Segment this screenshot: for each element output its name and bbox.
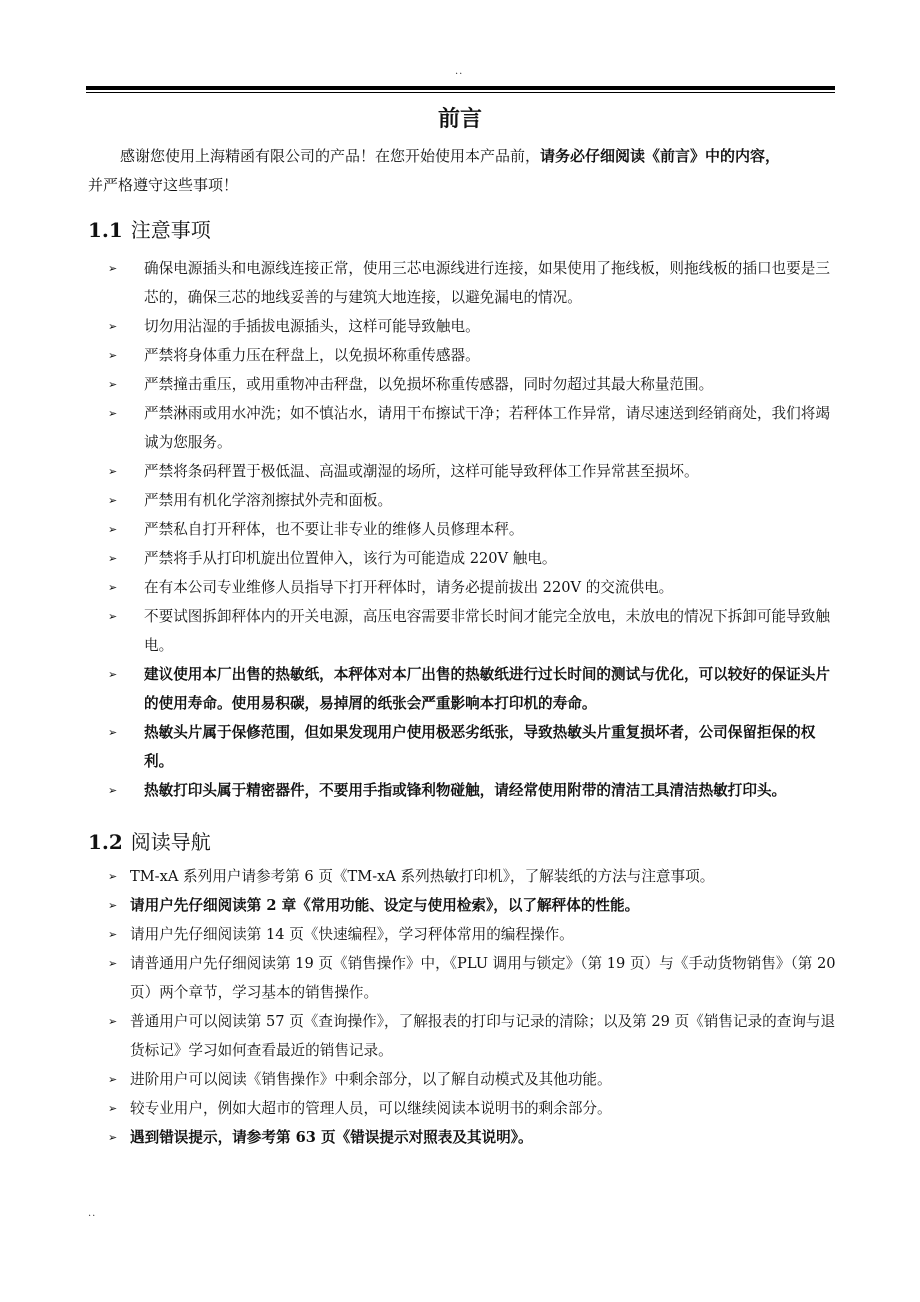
- list-item: [108, 1094, 836, 1123]
- list-item: [108, 399, 836, 457]
- bullet-arrow-icon: ➢: [108, 320, 118, 333]
- list-item-text: 请用户先仔细阅读第 2 章《常用功能、设定与使用检索》，以了解秤体的性能。: [130, 897, 640, 914]
- intro-text-1: 感谢您使用上海精函有限公司的产品！在您开始使用本产品前，: [120, 147, 541, 165]
- list-item: [108, 776, 836, 805]
- list-item-text: TM-xA 系列用户请参考第 6 页《TM-xA 系列热敏打印机》，了解装纸的方法与注意事项。: [130, 868, 715, 885]
- intro-text-bold: 请务必仔细阅读《前言》中的内容，: [540, 147, 781, 165]
- list-item-text: 进阶用户可以阅读《销售操作》中剩余部分，以了解自动模式及其他功能。: [130, 1071, 612, 1088]
- intro-paragraph: [88, 142, 833, 200]
- section-1-heading: [88, 214, 211, 243]
- list-item-text: 不要试图拆卸秤体内的开关电源，高压电容需要非常长时间才能完全放电，未放电的情况下拆卸可能导致触电。: [144, 608, 830, 654]
- list-item-text: 建议使用本厂出售的热敏纸，本秤体对本厂出售的热敏纸进行过长时间的测试与优化，可以较好的保证头片的使用寿命。使用易积碳，易掉屑的纸张会严重影响本打印机的寿命。: [144, 666, 830, 712]
- list-item: [108, 602, 836, 660]
- list-item: [108, 312, 836, 341]
- list-item: [108, 341, 836, 370]
- intro-text-3: 并严格遵守这些事项！: [88, 176, 239, 194]
- bullet-arrow-icon: ➢: [108, 957, 118, 970]
- list-item: [108, 370, 836, 399]
- list-item-text: 确保电源插头和电源线连接正常，使用三芯电源线进行连接，如果使用了拖线板，则拖线板的插口也要是三芯的，确保三芯的地线妥善的与建筑大地连接，以避免漏电的情况。: [144, 260, 830, 306]
- bullet-arrow-icon: ➢: [108, 494, 118, 507]
- list-item-text: 热敏打印头属于精密器件，不要用手指或锋利物碰触，请经常使用附带的清洁工具清洁热敏打印头。: [144, 782, 787, 799]
- bullet-arrow-icon: ➢: [108, 870, 118, 883]
- section-2-title: 阅读导航: [130, 830, 211, 854]
- list-item-text: 严禁将身体重力压在秤盘上，以免损坏称重传感器。: [144, 347, 480, 364]
- bullet-arrow-icon: ➢: [108, 349, 118, 362]
- list-item: [108, 920, 836, 949]
- list-item: [108, 254, 836, 312]
- list-item: [108, 544, 836, 573]
- list-item-text: 普通用户可以阅读第 57 页《查询操作》，了解报表的打印与记录的清除；以及第 29 页《销售记录的查询与退货标记》学习如何查看最近的销售记录。: [130, 1013, 836, 1059]
- bullet-arrow-icon: ➢: [108, 610, 118, 623]
- bullet-arrow-icon: ➢: [108, 668, 118, 681]
- header-rule-thick: [86, 86, 835, 90]
- bullet-arrow-icon: ➢: [108, 1102, 118, 1115]
- list-item: [108, 862, 836, 891]
- list-item: [108, 457, 836, 486]
- list-item-text: 请普通用户先仔细阅读第 19 页《销售操作》中，《PLU 调用与锁定》（第 19 页）与《手动货物销售》（第 20 页）两个章节，学习基本的销售操作。: [130, 955, 836, 1001]
- section-1-number: 1.1: [88, 218, 123, 242]
- header-rule-thin: [86, 92, 835, 93]
- section-2-heading: [88, 826, 211, 855]
- bullet-arrow-icon: ➢: [108, 1015, 118, 1028]
- list-item-text: 严禁撞击重压，或用重物冲击秤盘，以免损坏称重传感器，同时勿超过其最大称量范围。: [144, 376, 714, 393]
- bullet-arrow-icon: ➢: [108, 465, 118, 478]
- list-item-text: 遇到错误提示，请参考第 63 页《错误提示对照表及其说明》。: [130, 1129, 533, 1146]
- bullet-arrow-icon: ➢: [108, 726, 118, 739]
- header-dots: ..: [455, 66, 464, 77]
- bullet-arrow-icon: ➢: [108, 581, 118, 594]
- list-item: [108, 515, 836, 544]
- list-item-text: 热敏头片属于保修范围，但如果发现用户使用极恶劣纸张，导致热敏头片重复损坏者，公司保留拒保的权利。: [144, 724, 816, 770]
- section-2-number: 1.2: [88, 830, 123, 854]
- list-item-text: 在有本公司专业维修人员指导下打开秤体时，请务必提前拔出 220V 的交流供电。: [144, 579, 674, 596]
- list-item: [108, 573, 836, 602]
- bullet-arrow-icon: ➢: [108, 784, 118, 797]
- list-item: [108, 1065, 836, 1094]
- list-item-text: 较专业用户，例如大超市的管理人员，可以继续阅读本说明书的剩余部分。: [130, 1100, 612, 1117]
- section-1-title: 注意事项: [130, 218, 211, 242]
- list-item-text: 严禁淋雨或用水冲洗；如不慎沾水，请用干布擦试干净；若秤体工作异常，请尽速送到经销商处，我们将竭诚为您服务。: [144, 405, 830, 451]
- bullet-arrow-icon: ➢: [108, 552, 118, 565]
- section-2-list: [108, 862, 836, 1152]
- list-item-text: 严禁将条码秤置于极低温、高温或潮湿的场所，这样可能导致秤体工作异常甚至损坏。: [144, 463, 699, 480]
- bullet-arrow-icon: ➢: [108, 523, 118, 536]
- list-item: [108, 1007, 836, 1065]
- list-item: [108, 949, 836, 1007]
- list-item: [108, 660, 836, 718]
- section-1-list: [108, 254, 836, 805]
- list-item: [108, 1123, 836, 1152]
- bullet-arrow-icon: ➢: [108, 928, 118, 941]
- list-item-text: 严禁私自打开秤体，也不要让非专业的维修人员修理本秤。: [144, 521, 524, 538]
- bullet-arrow-icon: ➢: [108, 899, 118, 912]
- list-item: [108, 486, 836, 515]
- list-item: [108, 718, 836, 776]
- bullet-arrow-icon: ➢: [108, 1073, 118, 1086]
- list-item-text: 请用户先仔细阅读第 14 页《快速编程》，学习秤体常用的编程操作。: [130, 926, 574, 943]
- list-item-text: 切勿用沾湿的手插拔电源插头，这样可能导致触电。: [144, 318, 480, 335]
- bullet-arrow-icon: ➢: [108, 262, 118, 275]
- bullet-arrow-icon: ➢: [108, 378, 118, 391]
- footer-dots: ..: [88, 1208, 97, 1219]
- bullet-arrow-icon: ➢: [108, 407, 118, 420]
- bullet-arrow-icon: ➢: [108, 1131, 118, 1144]
- page-title: 前言: [437, 106, 482, 132]
- list-item: [108, 891, 836, 920]
- list-item-text: 严禁用有机化学溶剂擦拭外壳和面板。: [144, 492, 393, 509]
- list-item-text: 严禁将手从打印机旋出位置伸入，该行为可能造成 220V 触电。: [144, 550, 557, 567]
